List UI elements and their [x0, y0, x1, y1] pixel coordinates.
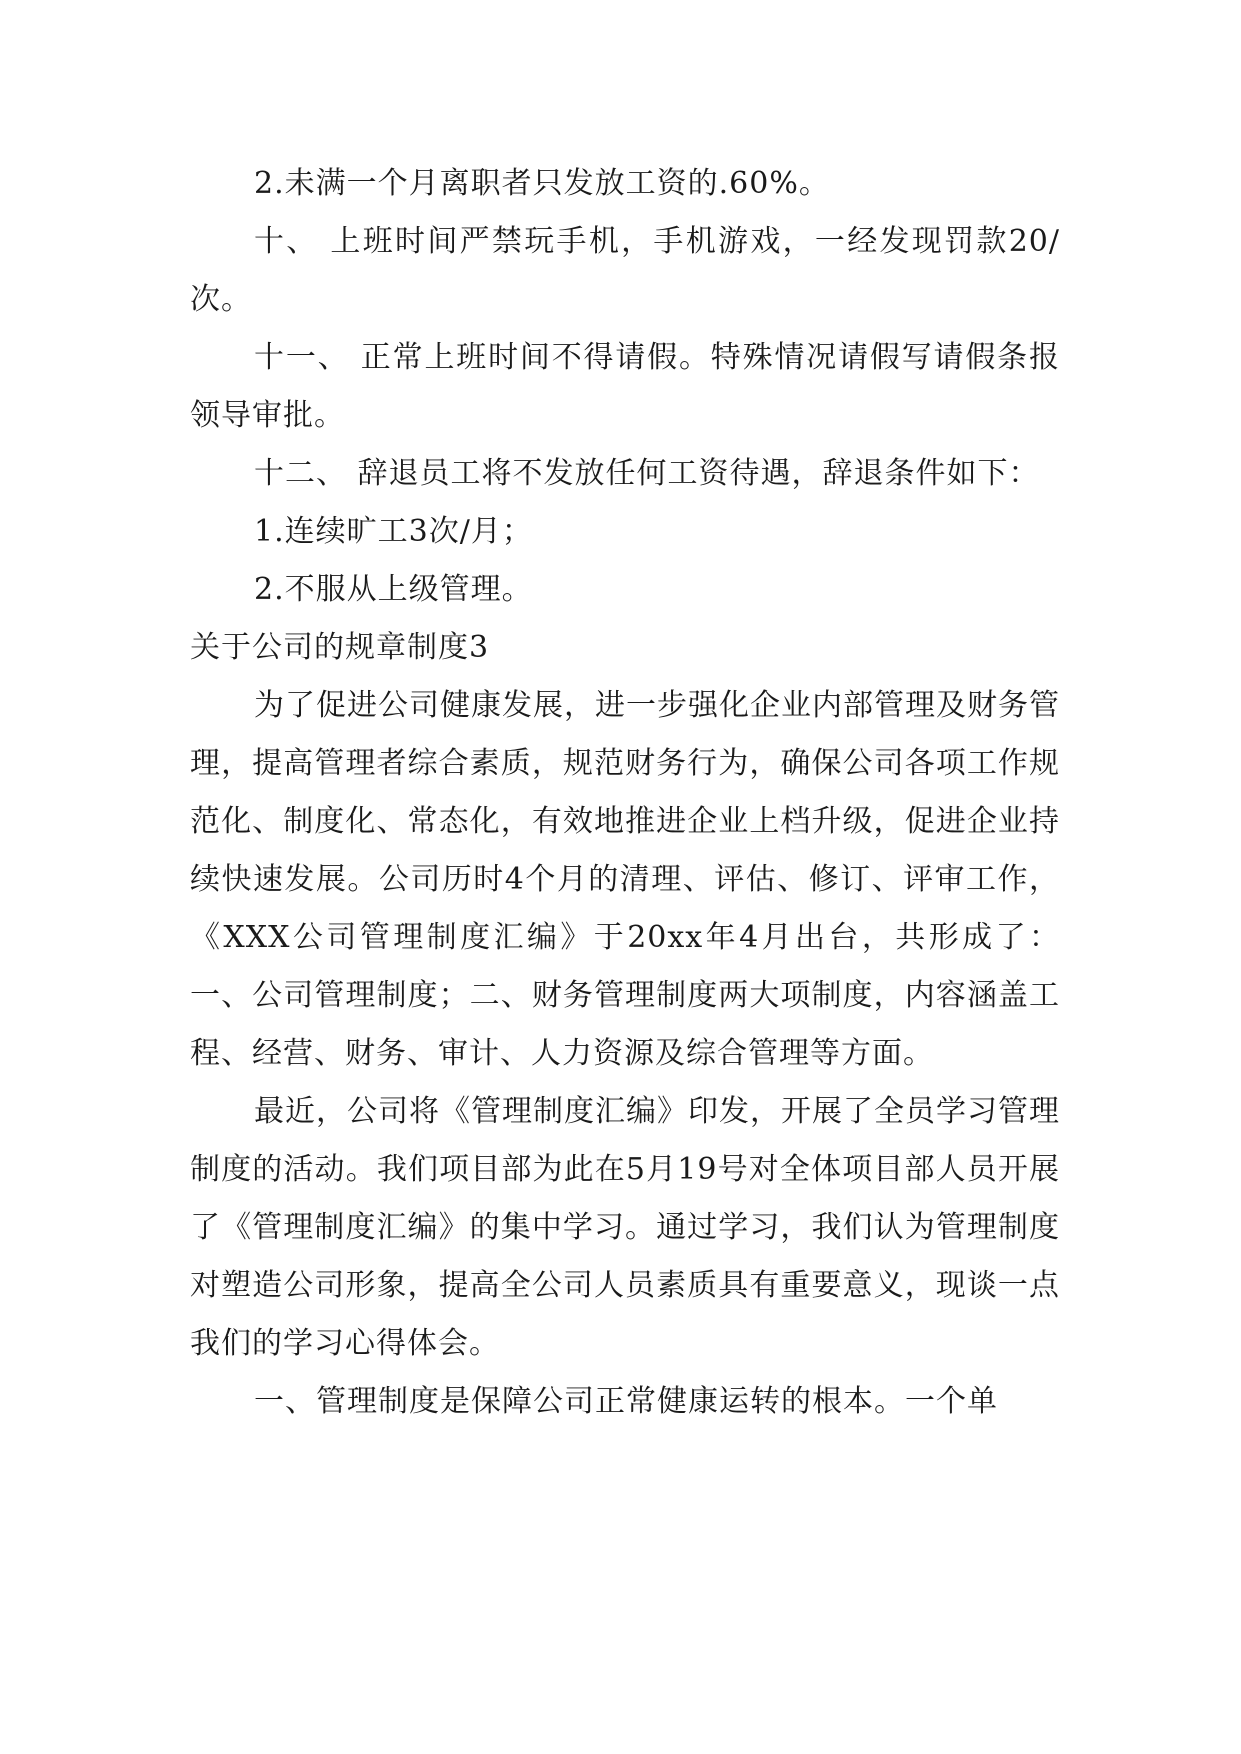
paragraph-item-2-clause: 2.未满一个月离职者只发放工资的.60%。 — [254, 166, 830, 201]
paragraph-point-one: 一、管理制度是保障公司正常健康运转的根本。一个单 — [254, 1384, 998, 1419]
paragraph-intro: 为了促进公司健康发展，进一步强化企业内部管理及财务管理，提高管理者综合素质，规范财务行为，确保公司各项工作规范化、制度化、常态化，有效地推进企业上档升级，促进企业持续快速发展。公司历时4个月的清理、评估、修订、评审工作，《XXX公司管理制度汇编》于20xx年4月出台，共形成了：一、公司管理制度；二、财务管理制度两大项制度，内容涵盖工程、经营、财务、审计、人力资源及综合管理等方面。 — [190, 688, 1060, 1071]
section-heading: 关于公司的规章制度3 — [190, 630, 490, 665]
paragraph-clause-eleven: 十一、 正常上班时间不得请假。特殊情况请假写请假条报领导审批。 — [190, 340, 1060, 433]
paragraph-study-activity: 最近，公司将《管理制度汇编》印发，开展了全员学习管理制度的活动。我们项目部为此在5月19号对全体项目部人员开展了《管理制度汇编》的集中学习。通过学习，我们认为管理制度对塑造公司形象，提高全公司人员素质具有重要意义，现谈一点我们的学习心得体会。 — [190, 1094, 1060, 1361]
document-body — [190, 155, 1060, 1431]
paragraph-clause-twelve: 十二、 辞退员工将不发放任何工资待遇，辞退条件如下： — [254, 456, 1040, 491]
paragraph-dismissal-condition-1: 1.连续旷工3次/月； — [254, 514, 533, 549]
paragraph-dismissal-condition-2: 2.不服从上级管理。 — [254, 572, 533, 607]
paragraph-clause-ten: 十、 上班时间严禁玩手机，手机游戏，一经发现罚款20/次。 — [190, 224, 1060, 317]
